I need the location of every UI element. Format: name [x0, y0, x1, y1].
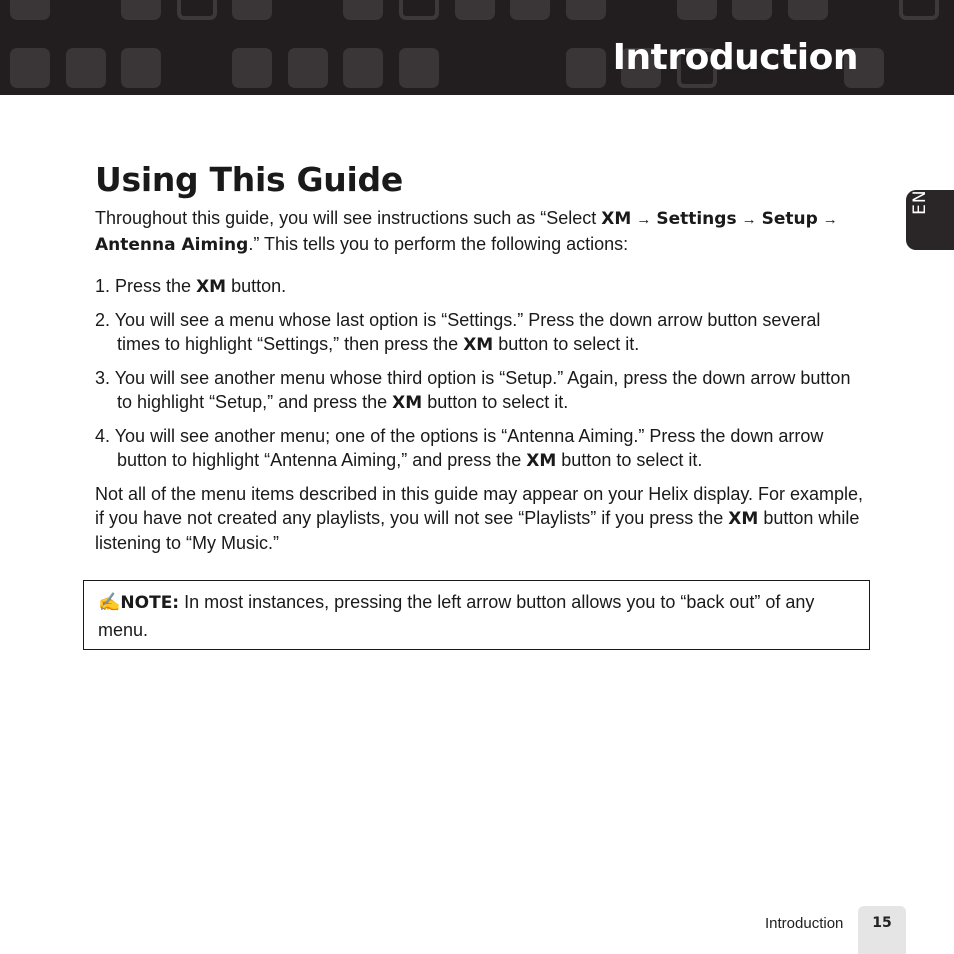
- settings-menu-label: Settings: [656, 209, 737, 229]
- decor-square: [343, 48, 383, 88]
- step-text: 2. You will see a menu whose last option is “Settings.” Press the down arrow button several times to highlight “Settings,” then press the: [95, 310, 821, 354]
- decor-square: [121, 48, 161, 88]
- language-tab-label: ENG: [910, 175, 930, 215]
- decor-square: [10, 0, 50, 20]
- intro-text-end: .” This tells you to perform the following actions:: [248, 234, 629, 254]
- footer-section-label: Introduction: [765, 915, 844, 932]
- section-title: Using This Guide: [95, 160, 403, 199]
- decor-square: [232, 0, 272, 20]
- page-number: 15: [872, 915, 892, 931]
- decor-square: [732, 0, 772, 20]
- decor-square: [510, 0, 550, 20]
- decor-square: [121, 0, 161, 20]
- step-text-end: button.: [226, 276, 287, 296]
- step-text: 3. You will see another menu whose third option is “Setup.” Again, press the down arrow button to highlight “Setup,” and press the: [95, 368, 851, 412]
- xm-key-label: XM: [196, 277, 227, 297]
- arrow-icon: →: [636, 211, 652, 228]
- decor-square: [10, 48, 50, 88]
- xm-key-label: XM: [392, 393, 423, 413]
- decor-square: [788, 0, 828, 20]
- list-item: [95, 366, 865, 415]
- list-item: [95, 424, 865, 473]
- step-text-end: button to select it.: [556, 450, 703, 470]
- closing-text: Not all of the menu items described in this guide may appear on your Helix display. For example, if you have not created any playlists, you will not see “Playlists” if you press the: [95, 484, 864, 528]
- setup-menu-label: Setup: [761, 209, 818, 229]
- list-item: [95, 274, 865, 299]
- main-content: [95, 160, 865, 555]
- note-text: In most instances, pressing the left arrow button allows you to “back out” of any menu.: [98, 592, 815, 640]
- decor-square: [566, 0, 606, 20]
- decor-square: [66, 48, 106, 88]
- note-label: NOTE:: [120, 593, 180, 613]
- decor-square: [677, 0, 717, 20]
- decor-square: [177, 0, 217, 20]
- closing-text-end: button while listening to “My Music.”: [95, 508, 860, 553]
- decor-square: [343, 0, 383, 20]
- xm-key-label: XM: [526, 451, 557, 471]
- step-text-end: button to select it.: [493, 334, 640, 354]
- decor-square: [232, 48, 272, 88]
- xm-key-label: XM: [601, 209, 632, 229]
- xm-key-label: XM: [728, 509, 759, 529]
- intro-paragraph: [95, 206, 865, 257]
- decor-square: [899, 0, 939, 20]
- header-banner: [0, 0, 954, 95]
- steps-list: [95, 274, 865, 473]
- decor-square: [399, 48, 439, 88]
- step-text: 1. Press the: [95, 276, 197, 296]
- decor-square: [455, 0, 495, 20]
- list-item: [95, 308, 865, 357]
- header-title: Introduction: [612, 37, 858, 78]
- step-text: 4. You will see another menu; one of the options is “Antenna Aiming.” Press the down arrow button to highlight “Antenna Aiming,” and press the: [95, 426, 824, 470]
- decor-square: [399, 0, 439, 20]
- note-box: [83, 580, 870, 650]
- arrow-icon: →: [741, 211, 757, 228]
- writing-hand-icon: ✍: [98, 592, 121, 612]
- decor-square: [566, 48, 606, 88]
- antenna-aiming-menu-label: Antenna Aiming: [95, 235, 249, 255]
- closing-paragraph: [95, 482, 865, 555]
- xm-key-label: XM: [463, 335, 494, 355]
- intro-text: Throughout this guide, you will see instructions such as “Select: [95, 208, 602, 228]
- step-text-end: button to select it.: [422, 392, 569, 412]
- decor-square: [288, 48, 328, 88]
- arrow-icon: →: [822, 211, 838, 228]
